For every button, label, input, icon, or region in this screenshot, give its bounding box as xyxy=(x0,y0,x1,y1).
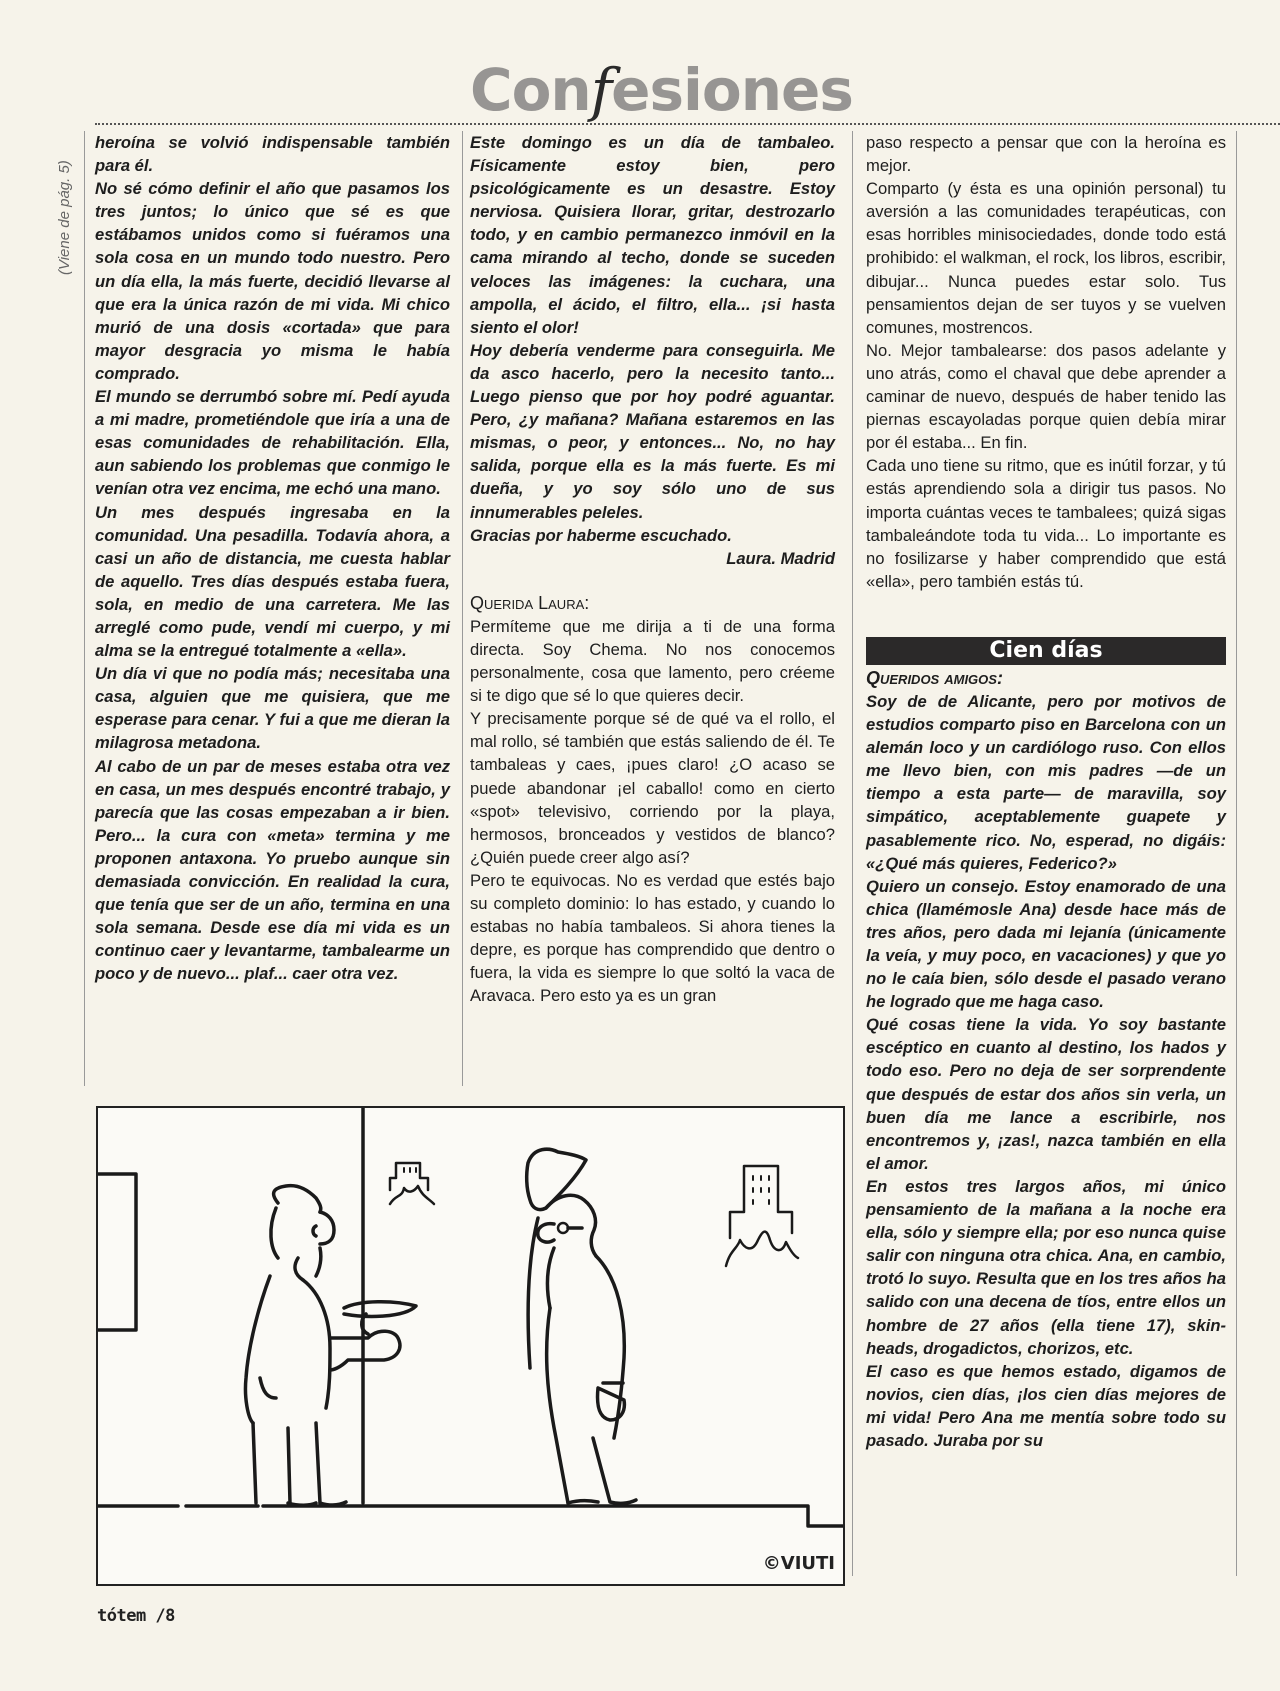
column-divider xyxy=(462,131,463,1086)
paragraph: No. Mejor tambalearse: dos pasos adelante y uno atrás, como el chaval que debe aprender a caminar de nuevo, después de haber tenido las piernas escayoladas porque quien debía mirar por él estaba... En fin. xyxy=(866,340,1226,453)
passerby-figure xyxy=(527,1149,636,1503)
paragraph: Pero te equivocas. No es verdad que estés bajo su completo dominio: lo has estado, y cuando lo estabas no había tambaleos. Si ahora tienes la depre, es porque has comprendido que dentro o fuera, la vida es siempre lo que soltó la vaca de Aravaca. Pero esto ya es un gran xyxy=(470,870,835,1006)
article-column-1 xyxy=(95,131,450,985)
paragraph: Qué cosas tiene la vida. Yo soy bastante escéptico en cuanto al destino, los hados y todo eso. Pero no deja de ser sorprendente que después de estar dos años sin verla, un buen día me lance a escribirle, nos encontremos y, ¡zas!, nazca también en ella el amor. xyxy=(866,1015,1226,1173)
title-f-glyph: f xyxy=(590,56,612,124)
paragraph: No sé cómo definir el año que pasamos los tres juntos; lo único que sé es que estábamos unidos como si fuéramos una sola cosa en un mundo todo nuestro. Pero un día ella, la más fuerte, decidió llevarse al que era la única razón de mi vida. Mi chico murió de una dosis «cortada» que para mayor desgracia yo misma le había comprado. xyxy=(95,179,450,383)
article-column-3 xyxy=(866,131,1226,1452)
cartoon-credit: ©VIUTI xyxy=(762,1553,835,1574)
paragraph: El caso es que hemos estado, digamos de novios, cien días, ¡los cien días mejores de mi vida! Pero Ana me mentía sobre todo su pasado. Juraba por su xyxy=(866,1361,1226,1450)
beggar-figure xyxy=(245,1186,416,1506)
page-footer-folio: tótem /8 xyxy=(97,1606,175,1626)
floor-line xyxy=(98,1506,843,1526)
paragraph: Soy de de Alicante, pero por motivos de estudios comparto piso en Barcelona con un alemán loco y un cardiólogo ruso. Con ellos me llevo bien, con mis padres —de un tiempo a esta parte— de maravilla, soy simpático, aceptablemente guapete y pasablemente rico. No, esperad, no digáis: «¿Qué más quieres, Federico?» xyxy=(866,691,1226,873)
paragraph: Quiero un consejo. Estoy enamorado de una chica (llamémosle Ana) desde hace más de tres años, pero dada mi lejanía (únicamente la veía, y muy poco, en vacaciones) y que yo no le caía bien, sólo desde el pasado verano he logrado que me haga caso. xyxy=(866,876,1226,1012)
paragraph: Un mes después ingresaba en la comunidad. Una pesadilla. Todavía ahora, a casi un año de distancia, me cuesta hablar de aquello. Tres días después estaba fuera, sola, en medio de una carretera. Me las arreglé como pude, vendí mi cuerpo, y mi alma se la entregué totalmente a «ella». xyxy=(95,502,450,661)
column-divider xyxy=(84,131,85,1086)
paragraph: Hoy debería venderme para conseguirla. Me da asco hacerlo, pero la necesito tanto... Luego pienso que por hoy podré aguantar. Pero, ¿y mañana? Mañana estaremos en las mismas, o peor, y entonces... No, no hay salida, porque ella es la más fuerte. Es mi dueña, y yo soy sólo uno de sus innumerables peleles. xyxy=(470,340,835,522)
letter-salutation: Queridos amigos: xyxy=(866,667,1003,688)
background-building-small xyxy=(390,1163,434,1204)
continued-from-note: (Viene de pág. 5) xyxy=(56,160,73,275)
paragraph: Cada uno tiene su ritmo, que es inútil forzar, y tú estás aprendiendo sola a dirigir tus pasos. No importa cuántas veces te tambalees; quizá sigas tambaleándote toda tu vida... Lo importante es no fosilizarse y haber comprendido que está «ella», pero también estás tú. xyxy=(866,456,1226,591)
paragraph: Gracias por haberme escuchado. xyxy=(470,525,732,545)
article-column-2 xyxy=(470,131,835,1007)
reply-to-laura-continued xyxy=(866,131,1226,593)
paragraph: En estos tres largos años, mi único pensamiento de la mañana a la noche era ella, sólo y siempre ella; por eso nunca quise salir con ninguna otra chica. Ana, en cambio, trotó lo suyo. Resulta que en los tres años ha salido con una decena de tíos, entre ellos un hombre de 27 años (ella tiene 17), skin-heads, drogadictos, chorizos, etc. xyxy=(866,1176,1226,1358)
letter-signature: Laura. Madrid xyxy=(726,548,835,568)
section-header-cien-dias: Cien días xyxy=(866,637,1226,665)
paragraph: Y precisamente porque sé de qué va el rollo, el mal rollo, sé también que estás saliendo de él. Te tambaleas y caes, ¡pues claro! ¿O acaso se puede abandonar ¡el caballo! como en cierto «spot» televisivo, corriendo por la playa, hermosos, bronceados y vestidos de blanco? ¿Quién puede creer algo así? xyxy=(470,709,835,867)
cartoon-illustration xyxy=(96,1106,845,1586)
paragraph: Al cabo de un par de meses estaba otra vez en casa, un mes después encontré trabajo, y parecía que las cosas empezaban a ir bien. Pero... la cura con «meta» termina y me proponen antaxona. Yo pruebo aunque sin demasiada convicción. En realidad la cura, que tenía que ser de un año, termina en una sola semana. Desde ese día mi vida es un continuo caer y levantarme, tambalearme un poco y de nuevo... plaf... caer otra vez. xyxy=(95,756,450,984)
column-divider xyxy=(852,131,853,1576)
title-part: Con xyxy=(470,56,591,124)
paragraph: Permíteme que me dirija a ti de una forma directa. Soy Chema. No nos conocemos personalmente, cosa que lamento, pero créeme si te digo que sé lo que quieres decir. xyxy=(470,616,835,706)
column-divider xyxy=(1236,131,1237,1576)
paragraph: Un día vi que no podía más; necesitaba una casa, alguien que me quisiera, que me esperase para cenar. Y fui a que me dieran la milagrosa metadona. xyxy=(95,664,450,753)
letter-laura xyxy=(470,131,835,570)
reply-to-laura xyxy=(470,592,835,1008)
paragraph: Comparto (y ésta es una opinión personal) tu aversión a las comunidades terapéuticas, con esas horribles minisociedades, donde todo está prohibido: el walkman, el rock, los libros, escribir, dibujar... Nunca puedes estar solo. Tus pensamientos dejan de ser tuyos y se vuelven comunes, mostrencos. xyxy=(866,179,1226,337)
header-dotted-rule xyxy=(95,123,1280,125)
paragraph: El mundo se derrumbó sobre mí. Pedí ayuda a mi madre, prometiéndole que iría a una de esas comunidades de rehabilitación. Ella, aun sabiendo los problemas que conmigo le venían otra vez encima, me echó una mano. xyxy=(95,387,450,499)
reply-salutation: Querida Laura: xyxy=(470,592,590,613)
paragraph: paso respecto a pensar que con la heroína es mejor. xyxy=(866,133,1226,176)
wall-panel xyxy=(98,1174,136,1330)
title-part: esiones xyxy=(611,56,853,124)
page-title xyxy=(470,55,853,125)
paragraph: Este domingo es un día de tambaleo. Físicamente estoy bien, pero psicológicamente es un desastre. Estoy nerviosa. Quisiera llorar, gritar, destrozarlo todo, y en cambio permanezco inmóvil en la cama mirando al techo, donde se suceden veloces las imágenes: la cuchara, una ampolla, el ácido, el filtro, ella... ¡si hasta siento el olor! xyxy=(470,133,835,337)
background-building-tall xyxy=(726,1166,798,1266)
paragraph: heroína se volvió indispensable también para él. xyxy=(95,133,450,176)
cartoon-drawing xyxy=(98,1108,843,1584)
letter-federico xyxy=(866,667,1226,1452)
